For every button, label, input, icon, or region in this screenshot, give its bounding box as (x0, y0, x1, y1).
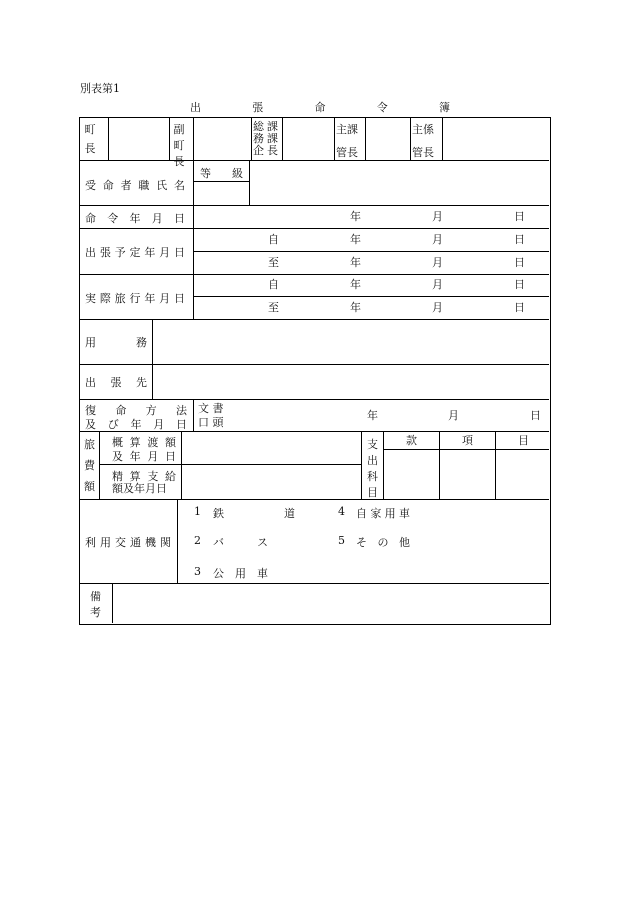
day-unit: 日 (514, 210, 525, 223)
label-col-divider (177, 499, 178, 583)
day-unit: 日 (514, 256, 525, 269)
col-divider (169, 118, 170, 160)
label-col-divider (99, 431, 100, 499)
label-col-divider (193, 399, 194, 431)
approval-section-chief-bottom: 管長 (336, 146, 358, 159)
approval-team-chief-top: 主係 (412, 123, 434, 136)
month-unit: 月 (432, 301, 443, 314)
day-unit: 日 (530, 409, 541, 422)
transport-option-num: 1 (194, 505, 201, 518)
approval-mayor: 町 長 (84, 123, 96, 155)
year-unit: 年 (350, 233, 361, 246)
year-unit: 年 (350, 210, 361, 223)
grade-label: 等 級 (200, 167, 243, 180)
label-col-divider (193, 160, 194, 319)
approval-char: 長 (267, 144, 278, 157)
planned-date-label: 出 張 予 定 年 月 日 (85, 246, 185, 259)
business-label: 用 務 (85, 336, 147, 349)
settlement-label-line2: 額及年月日 (112, 482, 167, 495)
row-divider (80, 364, 549, 365)
year-unit: 年 (350, 256, 361, 269)
col-divider (193, 118, 194, 160)
approval-section-chief-top: 主課 (336, 123, 358, 136)
col-divider (365, 118, 366, 160)
document-title (190, 99, 450, 115)
advance-label-line2: 及 年 月 日 (112, 450, 176, 463)
report-method-label-line1: 復 命 方 法 (85, 404, 187, 417)
title-char: 令 (376, 101, 388, 114)
transport-option-bus: バ ス (213, 536, 268, 549)
label-col-divider (152, 319, 153, 399)
account-label: 支 出 科 目 (367, 438, 378, 499)
travel-order-form (79, 117, 551, 625)
year-unit: 年 (350, 278, 361, 291)
grade-col-divider (249, 160, 250, 205)
month-unit: 月 (432, 256, 443, 269)
approval-char: 務 (253, 132, 264, 145)
remarks-label: 備 考 (90, 590, 101, 619)
row-divider (80, 205, 549, 206)
title-char: 張 (252, 101, 264, 114)
label-col-divider (181, 431, 182, 499)
sub-row-divider (193, 296, 549, 297)
row-divider (80, 319, 549, 320)
col-divider (442, 118, 443, 160)
title-char: 命 (314, 101, 326, 114)
transport-option-other: そ の 他 (356, 536, 410, 549)
method-oral: 口 頭 (198, 416, 224, 429)
row-divider (80, 499, 549, 500)
col-divider (495, 431, 496, 499)
day-unit: 日 (514, 233, 525, 246)
transport-label: 利 用 交 通 機 関 (85, 536, 171, 549)
transport-option-num: 2 (194, 534, 201, 547)
col-divider (383, 431, 384, 499)
approval-deputy-mayor: 副 町 長 (173, 123, 185, 168)
col-divider (108, 118, 109, 160)
approval-general-planning (253, 121, 281, 157)
transport-option-num: 3 (194, 565, 201, 578)
label-col-divider (112, 583, 113, 623)
transport-option-private-car: 自 家 用 車 (356, 507, 410, 520)
title-char: 出 (190, 101, 201, 114)
approval-char: 総 (253, 120, 264, 133)
transport-option-num: 4 (338, 505, 345, 518)
row-divider (80, 583, 549, 584)
account-col-kou: 項 (462, 434, 473, 447)
day-unit: 日 (514, 278, 525, 291)
account-header-divider (383, 449, 549, 450)
col-divider (282, 118, 283, 160)
month-unit: 月 (448, 409, 459, 422)
month-unit: 月 (432, 210, 443, 223)
account-col-kan: 款 (406, 434, 417, 447)
title-char: 簿 (439, 101, 450, 114)
page-label: 別表第1 (80, 82, 120, 95)
actual-date-label: 実 際 旅 行 年 月 日 (85, 292, 185, 305)
approval-char: 課 (267, 132, 278, 145)
from-label: 自 (268, 278, 279, 291)
approval-team-chief-bottom: 管長 (412, 146, 434, 159)
sub-row-divider (193, 251, 549, 252)
recipient-label: 受 命 者 職 氏 名 (85, 179, 185, 192)
row-divider (80, 399, 549, 400)
col-divider (251, 118, 252, 160)
col-divider (334, 118, 335, 160)
destination-label: 出 張 先 (85, 376, 147, 389)
travel-expense-label: 旅 費 額 (84, 438, 95, 493)
approval-char: 企 (253, 144, 264, 157)
order-date-label: 命 令 年 月 日 (85, 212, 185, 225)
transport-option-railway: 鉄 道 (213, 507, 295, 520)
sub-row-divider (99, 464, 361, 465)
to-label: 至 (268, 301, 279, 314)
row-divider (80, 160, 549, 161)
col-divider (410, 118, 411, 160)
method-document: 文 書 (198, 402, 224, 415)
transport-option-num: 5 (338, 534, 345, 547)
approval-char: 課 (267, 120, 278, 133)
year-unit: 年 (350, 301, 361, 314)
row-divider (80, 228, 549, 229)
col-divider (361, 431, 362, 499)
settlement-label-line1: 精 算 支 給 (112, 470, 176, 483)
col-divider (439, 431, 440, 499)
grade-divider (193, 181, 249, 182)
report-method-label-line2: 及 び 年 月 日 (85, 418, 187, 431)
account-col-moku: 目 (518, 434, 529, 447)
advance-label-line1: 概 算 渡 額 (112, 436, 176, 449)
to-label: 至 (268, 256, 279, 269)
year-unit: 年 (367, 409, 378, 422)
transport-option-official-car: 公 用 車 (213, 567, 268, 580)
row-divider (80, 274, 549, 275)
day-unit: 日 (514, 301, 525, 314)
month-unit: 月 (432, 233, 443, 246)
month-unit: 月 (432, 278, 443, 291)
from-label: 自 (268, 233, 279, 246)
